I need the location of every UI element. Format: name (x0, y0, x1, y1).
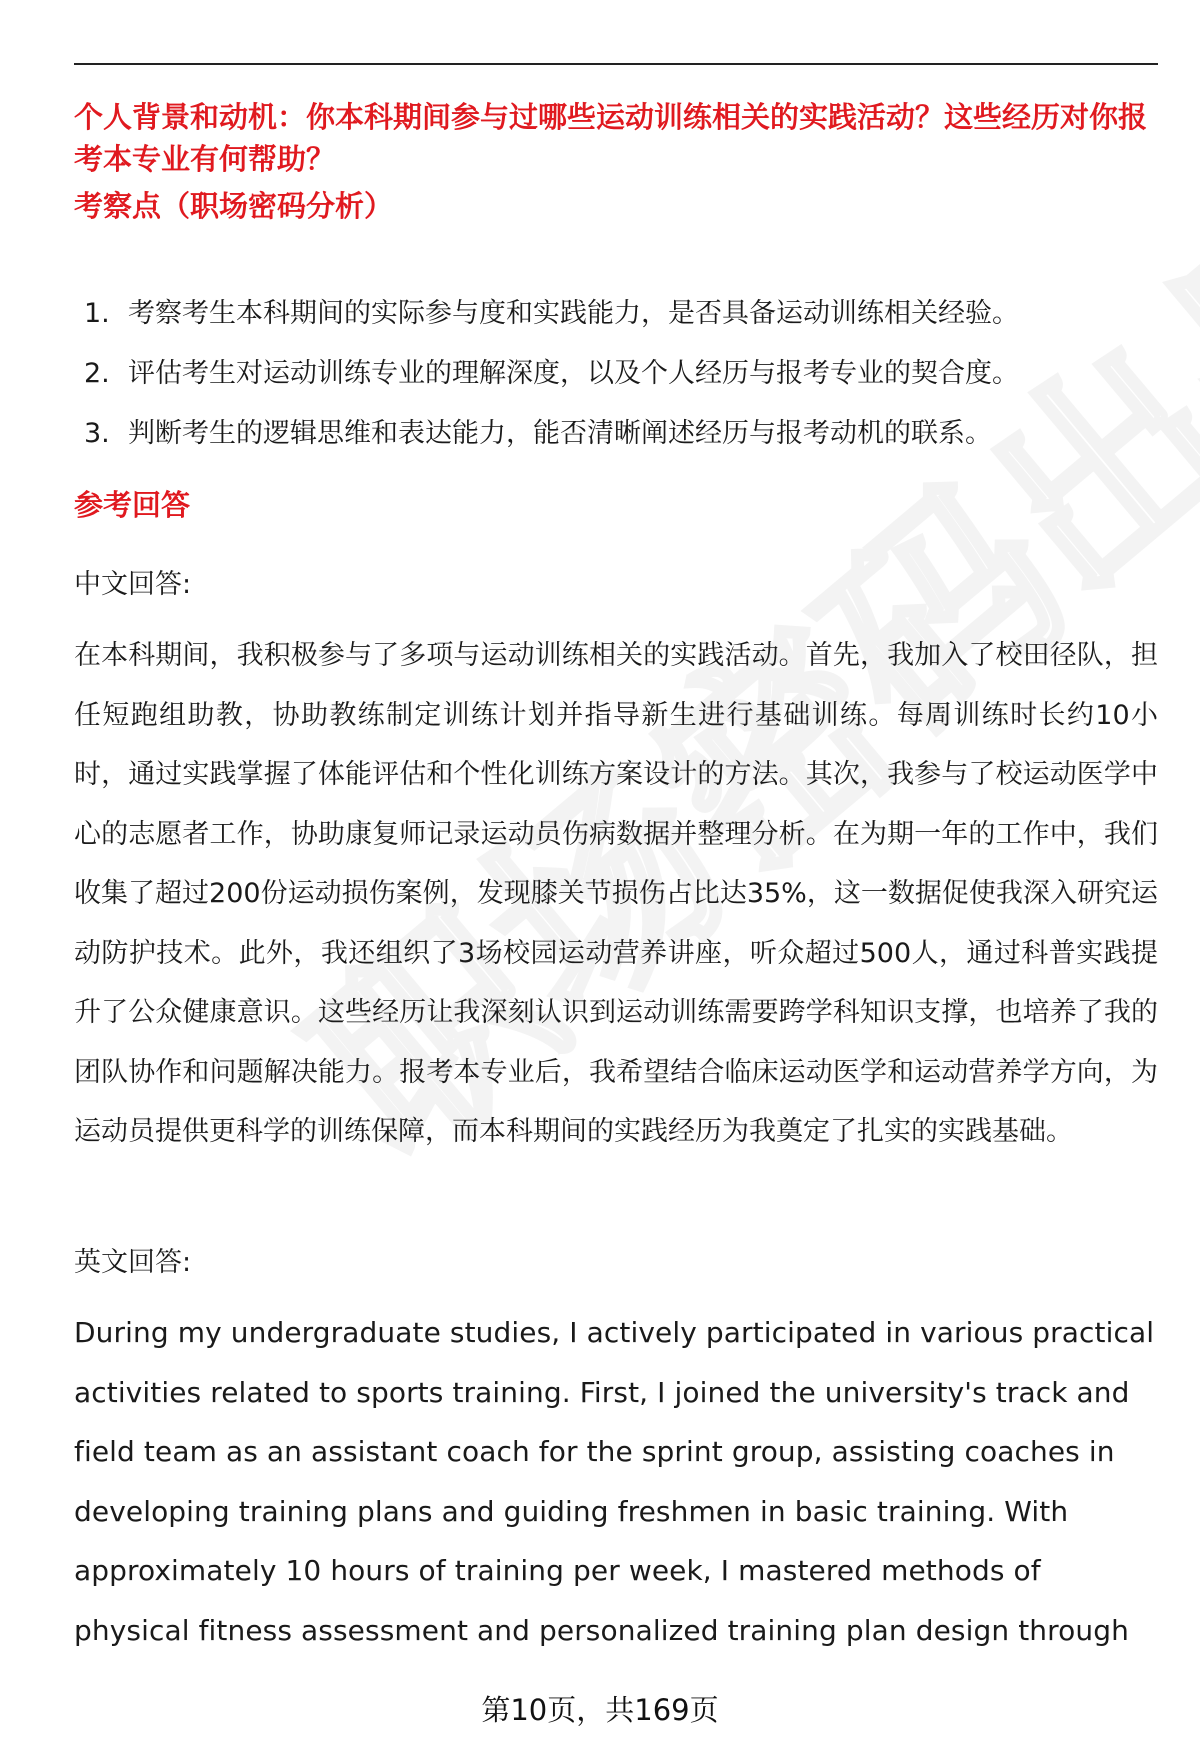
list-item (74, 344, 1158, 404)
chinese-answer-label: 中文回答: (74, 569, 192, 600)
page-footer: 第10页，共169页 (481, 1693, 719, 1727)
list-number: 3. (84, 418, 110, 449)
list-item (74, 404, 1158, 464)
chinese-answer-text: 在本科期间，我积极参与了多项与运动训练相关的实践活动。首先，我加入了校田径队，担任短跑组助教，协助教练制定训练计划并指导新生进行基础训练。每周训练时长约10小时，通过实践掌握了体能评估和个性化训练方案设计的方法。其次，我参与了校运动医学中心的志愿者工作，协助康复师记录运动员伤病数据并整理分析。在为期一年的工作中，我们收集了超过200份运动损伤案例，发现膝关节损伤占比达35%，这一数据促使我深入研究运动防护技术。此外，我还组织了3场校园运动营养讲座，听众超过500人，通过科普实践提升了公众健康意识。这些经历让我深刻认识到运动训练需要跨学科知识支撑，也培养了我的团队协作和问题解决能力。报考本专业后，我希望结合临床运动医学和运动营养学方向，为运动员提供更科学的训练保障，而本科期间的实践经历为我奠定了扎实的实践基础。 (74, 640, 1158, 1147)
focus-points-list (74, 284, 1158, 464)
list-text: 考察考生本科期间的实际参与度和实践能力，是否具备运动训练相关经验。 (128, 298, 1019, 329)
focus-heading: 考察点（职场密码分析） (74, 189, 394, 223)
top-divider (74, 63, 1158, 65)
list-number: 2. (84, 358, 110, 389)
answer-heading: 参考回答 (74, 488, 191, 522)
document-page (74, 0, 1158, 1755)
english-answer-text: During my undergraduate studies, I actively participated in various practical activities related to sports training. First, I joined the university's track and field team as an assistant coach for the sprint group, assisting coaches in developing training plans and guiding freshmen in basic training. With approximately 10 hours of training per week, I mastered methods of physical fitness assessment and personalized training plan design through (74, 1316, 1155, 1647)
list-text: 评估考生对运动训练专业的理解深度，以及个人经历与报考专业的契合度。 (128, 358, 1019, 389)
list-item (74, 284, 1158, 344)
question-heading: 个人背景和动机：你本科期间参与过哪些运动训练相关的实践活动？这些经历对你报考本专业有何帮助？ (74, 100, 1148, 176)
list-number: 1. (84, 298, 110, 329)
english-answer-label: 英文回答: (74, 1247, 192, 1278)
list-text: 判断考生的逻辑思维和表达能力，能否清晰阐述经历与报考动机的联系。 (128, 418, 992, 449)
